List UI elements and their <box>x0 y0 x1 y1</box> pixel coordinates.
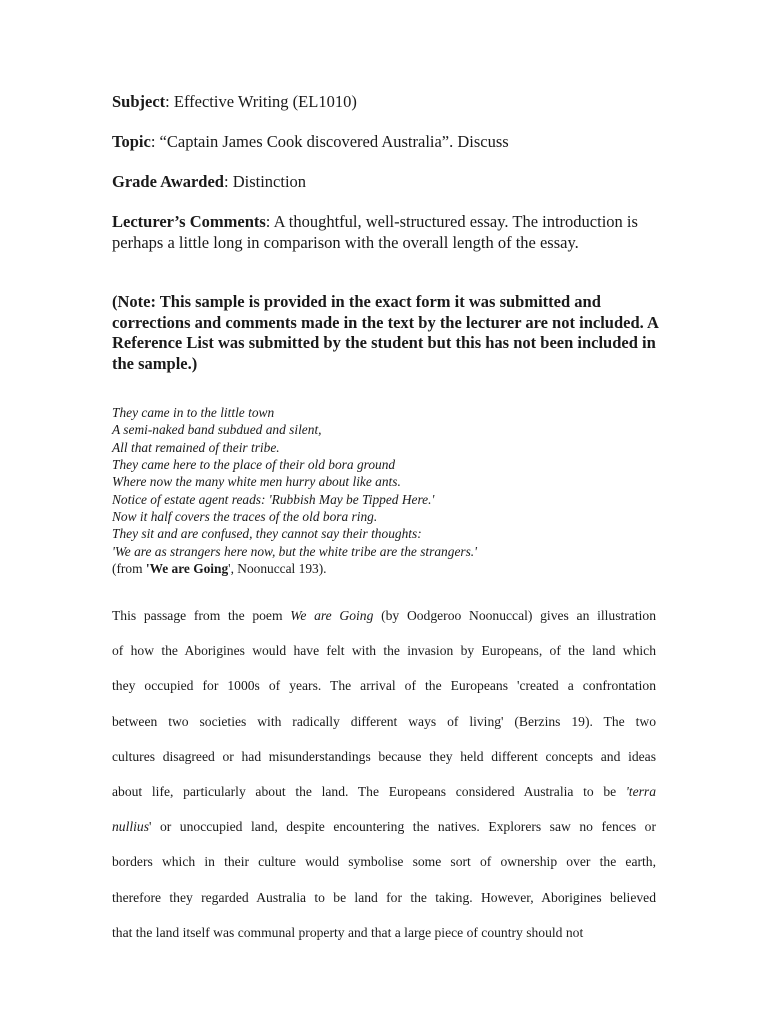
body-line <box>112 854 656 870</box>
body-text: cultures disagreed or had misunderstandings because they held different concepts and ideas <box>112 748 656 764</box>
citation-title: 'We are Going <box>145 561 229 577</box>
body-line <box>112 643 656 659</box>
body-line <box>112 890 656 906</box>
body-italic-text: nullius <box>112 819 150 835</box>
lecturer-comments: Lecturer’s Comments: A thoughtful, well-structured essay. The introduction is perhaps a little long in comparison with the overall length of the essay. <box>112 212 638 252</box>
body-italic-text: We are Going <box>290 608 374 623</box>
grade-line: Grade Awarded: Distinction <box>112 172 307 191</box>
body-text: that the land itself was communal property and that a large piece of country should not <box>112 924 584 940</box>
body-line <box>112 608 656 624</box>
body-text: they occupied for 1000s of years. The arrival of the Europeans 'created a confrontation <box>112 678 656 694</box>
body-line <box>112 749 656 765</box>
body-text: about life, particularly about the land. The Europeans considered Australia to be <box>112 784 626 799</box>
poem-line: Now it half covers the traces of the old bora ring. <box>112 509 378 525</box>
body-text: (by Oodgeroo Noonuccal) gives an illustration <box>373 608 656 623</box>
poem-lines <box>112 404 477 560</box>
poem-line: They came here to the place of their old bora ground <box>112 457 396 473</box>
citation-suffix: ', Noonuccal 193). <box>228 561 327 577</box>
body-text: ' or unoccupied land, despite encountering the natives. Explorers saw no fences or <box>149 819 656 835</box>
comments-label: Lecturer’s Comments <box>112 212 266 231</box>
submission-note: (Note: This sample is provided in the exact form it was submitted and corrections and comments made in the text by the lecturer are not included. A Reference List was submitted by the student but this has not been included in the sample.) <box>112 292 658 373</box>
subject-line: Subject: Effective Writing (EL1010) <box>112 92 357 111</box>
body-line <box>112 819 656 835</box>
poem-line: Notice of estate agent reads: 'Rubbish May be Tipped Here.' <box>112 491 435 507</box>
body-text: of how the Aborigines would have felt with the invasion by Europeans, of the land which <box>112 643 656 659</box>
topic-label: Topic <box>112 132 151 151</box>
poem-line: Where now the many white men hurry about like ants. <box>112 474 401 490</box>
poem-line: 'We are as strangers here now, but the white tribe are the strangers.' <box>112 543 478 559</box>
body-text: between two societies with radically different ways of living' (Berzins 19). The two <box>112 713 656 729</box>
subject-value: Effective Writing (EL1010) <box>173 92 357 111</box>
comments-value: A thoughtful, well-structured essay. The introduction is perhaps a little long in comparison with the overall length of the essay. <box>112 212 638 252</box>
body-italic-text: 'terra <box>625 784 656 799</box>
poem-line: A semi-naked band subdued and silent, <box>112 422 322 438</box>
citation-prefix: (from <box>112 561 146 577</box>
topic-value: “Captain James Cook discovered Australia”. Discuss <box>159 132 509 151</box>
poem-line: All that remained of their tribe. <box>112 439 280 455</box>
body-line <box>112 925 656 941</box>
body-line <box>112 714 656 730</box>
grade-value: Distinction <box>232 172 307 191</box>
grade-label: Grade Awarded <box>112 172 224 191</box>
body-text: This passage from the poem <box>112 608 291 623</box>
poem-line: They came in to the little town <box>112 405 275 420</box>
body-line <box>112 784 656 800</box>
topic-line: Topic: “Captain James Cook discovered Australia”. Discuss <box>112 132 509 151</box>
subject-label: Subject <box>112 92 166 111</box>
body-line <box>112 678 656 694</box>
poem-citation <box>112 560 477 577</box>
poem-excerpt <box>112 404 477 577</box>
poem-line: They sit and are confused, they cannot say their thoughts: <box>112 526 422 542</box>
body-text: therefore they regarded Australia to be land for the taking. However, Aborigines believed <box>112 889 656 905</box>
body-text: borders which in their culture would symbolise some sort of ownership over the earth, <box>112 854 656 870</box>
